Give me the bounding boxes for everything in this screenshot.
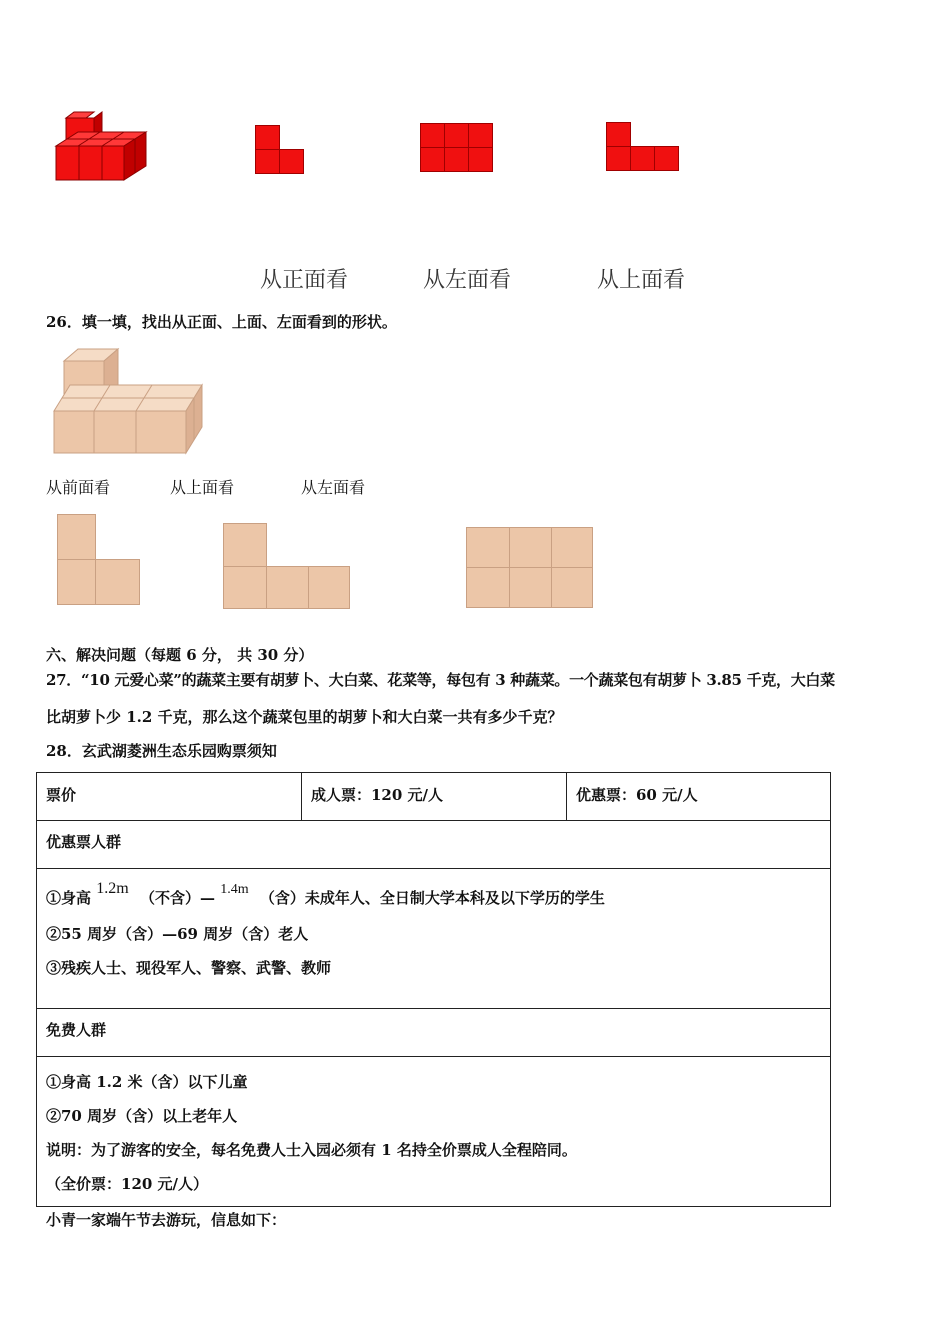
label-front-view: 从正面看 (260, 268, 349, 293)
discount-group-heading-cell (37, 821, 831, 869)
trip-info-intro: 小青一家端午节去游玩，信息如下： (46, 1211, 287, 1229)
discount-item-1 (46, 881, 821, 917)
red-top-view-shape (606, 122, 681, 172)
free-group-heading-cell (37, 1009, 831, 1057)
discount-item-3: ③残疾人士、现役军人、警察、武警、教师 (46, 959, 332, 977)
question-26-text: 26．填一填，找出从正面、上面、左面看到的形状。 (46, 313, 397, 331)
red-front-view-shape (255, 125, 305, 175)
label-left-view: 从左面看 (423, 268, 512, 293)
discount-ticket-cell (567, 773, 831, 821)
discount-item-1-middle: （不含）— (139, 889, 215, 907)
discount-item-2: ②55 周岁（含）—69 周岁（含）老人 (46, 925, 309, 943)
red-left-view-shape (420, 123, 495, 173)
free-item-2: ②70 周岁（含）以上老年人 (46, 1107, 238, 1125)
free-group-heading: 免费人群 (46, 1021, 107, 1039)
free-group-details-cell (37, 1057, 831, 1207)
tan-front-view-shape (57, 514, 141, 606)
label-view-from-left: 从左面看 (301, 478, 366, 497)
height-upper-bound: 1.4m (220, 882, 249, 897)
tan-cube-solid-figure (50, 345, 206, 457)
discount-group-details-cell (37, 869, 831, 1009)
accompany-note: 说明：为了游客的安全，每名免费人士入园必须有 1 名持全价票成人全程陪同。 (46, 1141, 577, 1159)
height-lower-bound: 1.2m (96, 880, 129, 897)
discount-ticket-price: 优惠票：60 元/人 (576, 786, 698, 804)
ticket-notice-table (36, 772, 831, 1207)
section-6-heading: 六、解决问题（每题 6 分， 共 30 分） (46, 646, 314, 664)
full-price-note: （全价票：120 元/人） (46, 1175, 209, 1193)
discount-group-heading: 优惠票人群 (46, 833, 122, 851)
label-view-from-front: 从前面看 (46, 478, 111, 497)
tan-top-view-shape (223, 523, 351, 609)
free-item-1: ①身高 1.2 米（含）以下儿童 (46, 1073, 248, 1091)
discount-item-1-suffix: （含）未成年人、全日制大学本科及以下学历的学生 (259, 889, 605, 907)
price-label-cell (37, 773, 302, 821)
price-label: 票价 (46, 786, 77, 804)
label-top-view: 从上面看 (597, 268, 686, 293)
tan-left-view-shape (466, 527, 594, 609)
question-27-line-1: 27．“10 元爱心菜”的蔬菜主要有胡萝卜、大白菜、花菜等，每包有 3 种蔬菜。一个蔬菜包有胡萝卜 3.85 千克，大白菜 (46, 671, 835, 689)
label-view-from-top: 从上面看 (170, 478, 235, 497)
question-28-title: 28．玄武湖菱洲生态乐园购票须知 (46, 742, 277, 760)
question-27-line-2: 比胡萝卜少 1.2 千克，那么这个蔬菜包里的胡萝卜和大白菜一共有多少千克？ (46, 708, 563, 726)
adult-ticket-price: 成人票：120 元/人 (311, 786, 444, 804)
adult-ticket-cell (302, 773, 567, 821)
discount-item-1-prefix: ①身高 (46, 889, 92, 907)
red-cube-solid-figure (50, 108, 152, 184)
